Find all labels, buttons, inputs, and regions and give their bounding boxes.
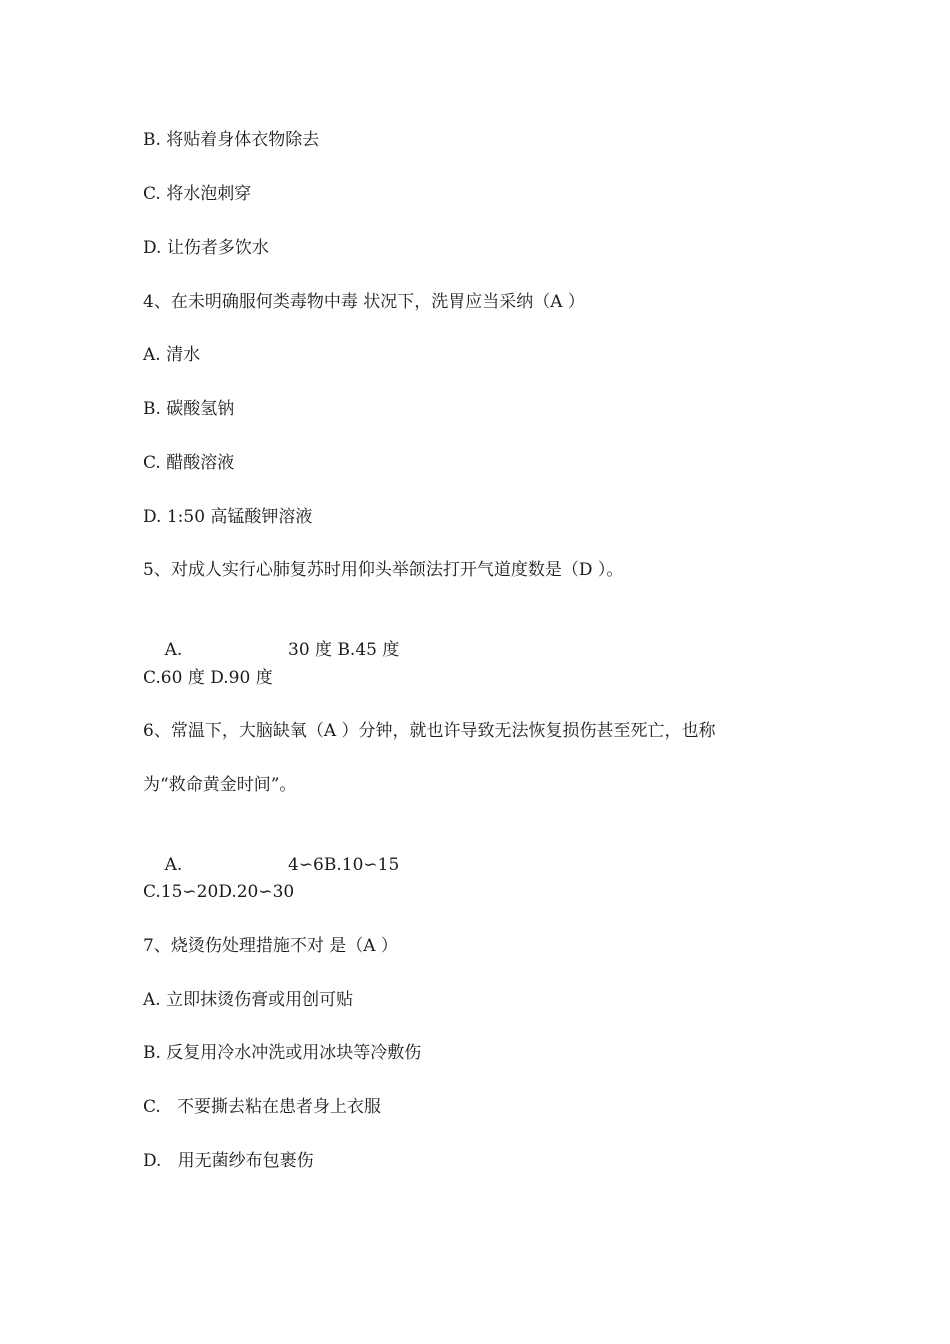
option-d-q4: D. 1:50 高锰酸钾溶液 bbox=[143, 507, 313, 527]
options-ab-q6-left: A. bbox=[164, 855, 183, 875]
options-ab-q5-left: A. bbox=[164, 640, 183, 660]
question-6-line2: 为“救命黄金时间”。 bbox=[143, 775, 297, 795]
option-b-q3: B. 将贴着身体衣物除去 bbox=[143, 130, 320, 150]
option-c-q4: C. 醋酸溶液 bbox=[143, 453, 235, 473]
option-a-q4: A. 清水 bbox=[143, 345, 201, 365]
option-c-q7: C. 不要撕去粘在患者身上衣服 bbox=[143, 1097, 382, 1117]
option-a-q7: A. 立即抹烫伤膏或用创可贴 bbox=[143, 990, 354, 1010]
question-5: 5、对成人实行心肺复苏时用仰头举颌法打开气道度数是（D ）。 bbox=[143, 560, 624, 580]
option-b-q7: B. 反复用冷水冲洗或用冰块等冷敷伤 bbox=[143, 1043, 422, 1063]
option-c-q3: C. 将水泡刺穿 bbox=[143, 184, 252, 204]
options-cd-q5: C.60 度 D.90 度 bbox=[143, 668, 273, 688]
option-d-q7: D. 用无菌纱布包裹伤 bbox=[143, 1151, 314, 1171]
question-6-line1: 6、常温下，大脑缺氧（A ）分钟，就也许导致无法恢复损伤甚至死亡，也称 bbox=[143, 721, 716, 741]
options-ab-q6 bbox=[143, 826, 400, 875]
option-b-q4: B. 碳酸氢钠 bbox=[143, 399, 235, 419]
options-ab-q5-right: 30 度 B.45 度 bbox=[288, 640, 400, 660]
options-ab-q5 bbox=[143, 611, 400, 660]
options-cd-q6: C.15∽20D.20∽30 bbox=[143, 882, 295, 902]
question-4: 4、在未明确服何类毒物中毒 状况下，洗胃应当采纳（A ） bbox=[143, 292, 585, 312]
options-ab-q6-right: 4∽6B.10∽15 bbox=[288, 855, 400, 875]
option-d-q3: D. 让伤者多饮水 bbox=[143, 238, 269, 258]
question-7: 7、烧烫伤处理措施不对 是（A ） bbox=[143, 936, 398, 956]
